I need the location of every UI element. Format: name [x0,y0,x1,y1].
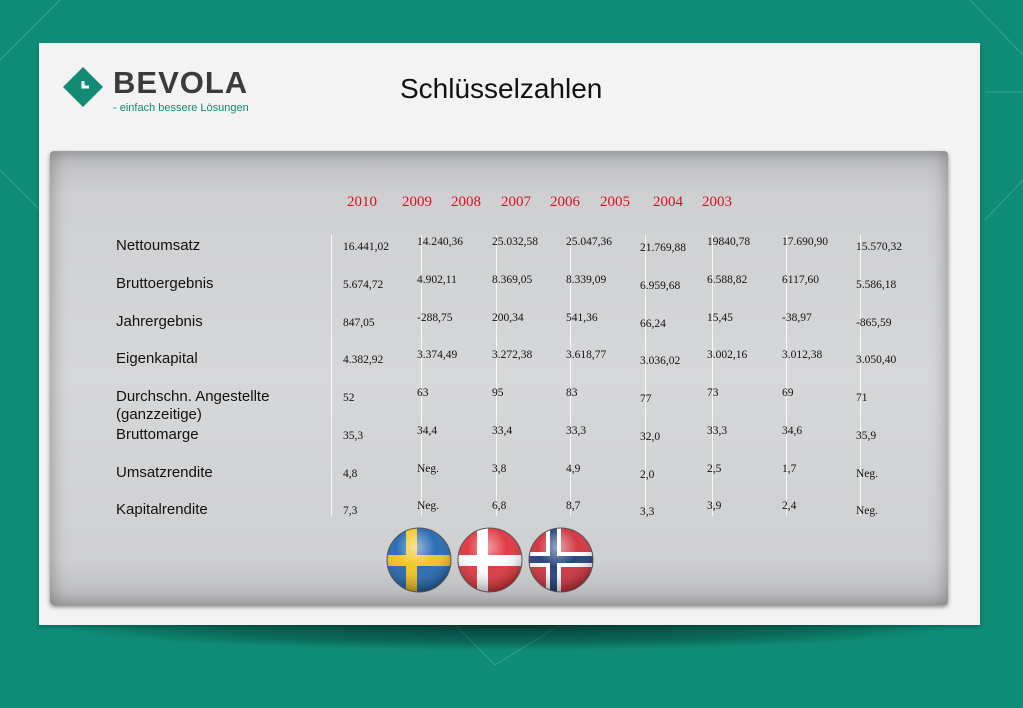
bevola-logo-icon [61,65,105,109]
table-cell: 52 [343,392,355,404]
year-label: 2005 [600,194,630,210]
table-cell: 35,9 [856,430,877,442]
table-cell: 847,05 [343,317,375,329]
row-label-angestellte: Durchschn. Angestellte [116,388,270,405]
table-cell: 3.002,16 [707,349,748,361]
table-cell: 63 [417,387,429,399]
table-cell: -288,75 [417,312,453,324]
row-label-bruttomarge: Bruttomarge [116,426,199,443]
table-cell: Neg. [856,468,879,480]
table-cell: 69 [782,387,794,399]
table-cell: 2,0 [640,469,655,481]
table-cell: 5.586,18 [856,279,897,291]
key-figures-panel [50,151,948,605]
table-cell: 95 [492,387,504,399]
table-cell: 19840,78 [707,236,751,248]
table-cell: 3.618,77 [566,349,607,361]
table-cell: -865,59 [856,317,892,329]
logo [61,65,301,125]
table-cell: 73 [707,387,719,399]
table-cell: -38,97 [782,312,812,324]
table-cell: 6117,60 [782,274,819,286]
slide [39,43,980,625]
table-cell: 3.036,02 [640,355,681,367]
table-cell: 17.690,90 [782,236,828,248]
year-label: 2008 [451,194,481,210]
denmark-flag-icon [454,525,526,595]
year-label: 2010 [347,194,377,210]
row-label-umsatzrendite: Umsatzrendite [116,464,213,481]
table-cell: 8,7 [566,500,581,512]
row-label-bruttoergebnis: Bruttoergebnis [116,275,214,292]
table-cell: 4.902,11 [417,274,457,286]
table-cell: 4,9 [566,463,581,475]
table-cell: Neg. [417,463,440,475]
table-cell: 3.050,40 [856,354,897,366]
table-cell: 6.959,68 [640,280,681,292]
table-cell: 8.339,09 [566,274,607,286]
table-cell: 4.382,92 [343,354,384,366]
table-cell: 15,45 [707,312,733,324]
column-separator [331,235,332,516]
table-cell: Neg. [417,500,440,512]
row-label-kapitalrendite: Kapitalrendite [116,501,208,518]
table-cell: 35,3 [343,430,364,442]
table-cell: 33,3 [566,425,587,437]
table-cell: 33,3 [707,425,728,437]
year-label: 2009 [402,194,432,210]
table-cell: 7,3 [343,505,358,517]
table-cell: 5.674,72 [343,279,384,291]
year-label: 2007 [501,194,531,210]
table-cell: 14.240,36 [417,236,463,248]
row-label-eigenkapital: Eigenkapital [116,350,198,367]
year-label: 2003 [702,194,732,210]
table-cell: Neg. [856,505,879,517]
table-cell: 32,0 [640,431,661,443]
page-title: Schlüsselzahlen [400,73,603,104]
table-cell: 21.769,88 [640,242,686,254]
table-cell: 2,5 [707,463,722,475]
table-cell: 77 [640,393,652,405]
table-cell: 66,24 [640,318,666,330]
table-cell: 34,6 [782,425,803,437]
table-cell: 25.047,36 [566,236,612,248]
table-cell: 541,36 [566,312,598,324]
table-cell: 4,8 [343,468,358,480]
norway-flag-icon [526,525,598,595]
table-cell: 71 [856,392,868,404]
table-cell: 6,8 [492,500,507,512]
table-cell: 16.441,02 [343,241,389,253]
row-label-nettoumsatz: Nettoumsatz [116,237,201,254]
table-cell: 3,9 [707,500,722,512]
table-cell: 200,34 [492,312,524,324]
row-label-jahrergebnis: Jahrergebnis [116,313,203,330]
table-cell: 1,7 [782,463,797,475]
table-cell: 3.374,49 [417,349,458,361]
table-cell: 6.588,82 [707,274,748,286]
table-cell: 25.032,58 [492,236,538,248]
logo-tagline: - einfach bessere Lösungen [113,102,249,114]
table-cell: 83 [566,387,578,399]
table-cell: 33,4 [492,425,513,437]
year-label: 2004 [653,194,683,210]
table-cell: 8.369,05 [492,274,533,286]
table-cell: 34,4 [417,425,438,437]
sweden-flag-icon [384,525,454,595]
table-cell: 15.570,32 [856,241,902,253]
table-cell: 3,3 [640,506,655,518]
row-label-angestellte-sub: (ganzzeitige) [116,406,202,423]
table-cell: 3,8 [492,463,507,475]
country-flags [384,525,614,595]
year-label: 2006 [550,194,580,210]
table-cell: 3.012,38 [782,349,823,361]
logo-wordmark: BEVOLA [113,65,249,100]
table-cell: 2,4 [782,500,797,512]
table-cell: 3.272,38 [492,349,533,361]
